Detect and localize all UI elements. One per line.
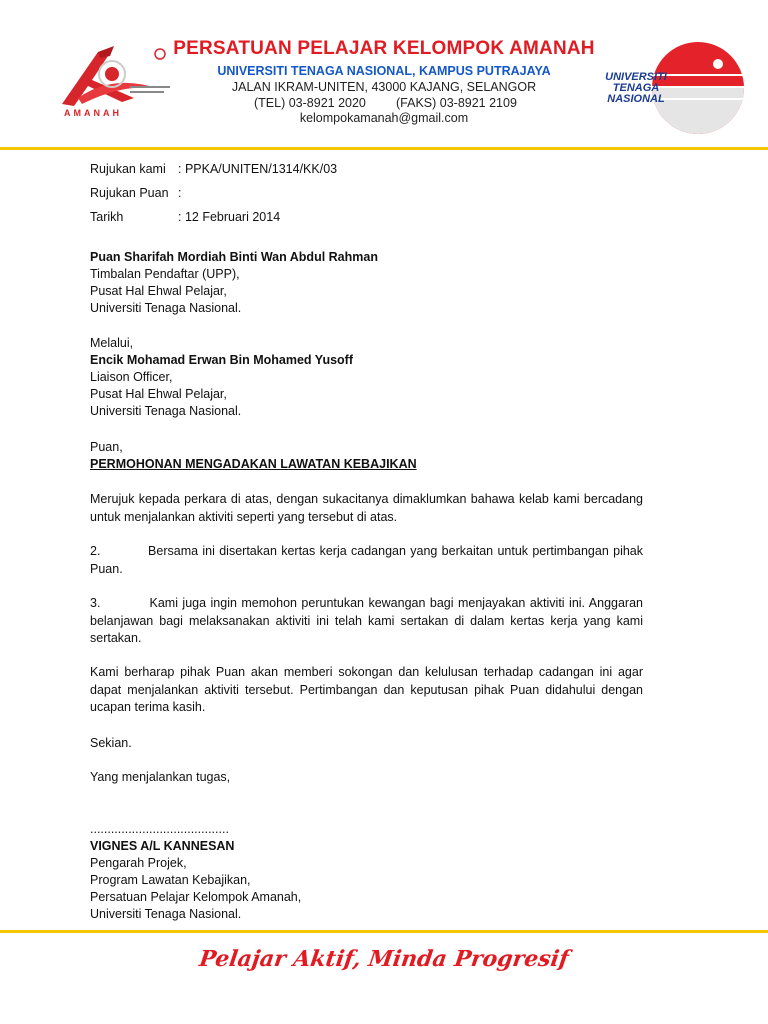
- ref-label-kami: Rujukan kami: [90, 162, 166, 176]
- university-name: UNIVERSITI TENAGA NASIONAL, KAMPUS PUTRAJAYA: [217, 64, 551, 78]
- fax-number: (FAKS) 03-8921 2109: [396, 96, 517, 110]
- paragraph-intro: Merujuk kepada perkara di atas, dengan sukacitanya dimaklumkan bahawa kelab kami bercadang untuk menjalankan aktiviti seperti yang tersebut di atas.: [90, 492, 643, 524]
- signatory-line: Program Lawatan Kebajikan,: [90, 873, 251, 887]
- phone-line: [254, 96, 554, 110]
- recipient-name: Puan Sharifah Mordiah Binti Wan Abdul Rahman: [90, 250, 378, 264]
- tel-number: (TEL) 03-8921 2020: [254, 96, 366, 110]
- email-address: kelompokamanah@gmail.com: [299, 111, 469, 125]
- signatory-name: VIGNES A/L KANNESAN: [90, 839, 235, 853]
- paragraph-2: 2. Bersama ini disertakan kertas kerja cadangan yang berkaitan untuk pertimbangan pihak Puan.: [90, 544, 643, 576]
- address: JALAN IKRAM-UNITEN, 43000 KAJANG, SELANGOR: [231, 80, 537, 94]
- salutation: Puan,: [90, 440, 123, 454]
- via-line: Universiti Tenaga Nasional.: [90, 404, 242, 418]
- date-label: Tarikh: [90, 210, 124, 224]
- via-line: Liaison Officer,: [90, 370, 173, 384]
- ref-label-puan: Rujukan Puan: [90, 186, 169, 200]
- footer-divider: [0, 930, 768, 933]
- date-value: : 12 Februari 2014: [178, 210, 281, 224]
- via-line: Pusat Hal Ehwal Pelajar,: [90, 387, 227, 401]
- signature-line: ........................................: [90, 822, 229, 836]
- subject-heading: PERMOHONAN MENGADAKAN LAWATAN KEBAJIKAN: [90, 457, 417, 471]
- via-name: Encik Mohamad Erwan Bin Mohamed Yusoff: [90, 353, 354, 367]
- amanah-logo-text: AMANAH: [64, 108, 122, 118]
- recipient-line: Pusat Hal Ehwal Pelajar,: [90, 284, 227, 298]
- ref-value-kami: : PPKA/UNITEN/1314/KK/03: [178, 162, 338, 176]
- signatory-line: Universiti Tenaga Nasional.: [90, 907, 242, 921]
- via-label: Melalui,: [90, 336, 134, 350]
- closing-tugas: Yang menjalankan tugas,: [90, 770, 231, 784]
- recipient-line: Timbalan Pendaftar (UPP),: [90, 267, 240, 281]
- organization-name: PERSATUAN PELAJAR KELOMPOK AMANAH: [173, 38, 595, 59]
- footer-slogan: Pelajar Aktif, Minda Progresif: [197, 946, 571, 972]
- header-divider: [0, 147, 768, 150]
- signatory-line: Pengarah Projek,: [90, 856, 187, 870]
- recipient-line: Universiti Tenaga Nasional.: [90, 301, 242, 315]
- ref-value-puan: :: [178, 186, 182, 200]
- uniten-logo-text: UNIVERSITI TENAGA NASIONAL: [605, 71, 667, 105]
- paragraph-4: Kami berharap pihak Puan akan memberi sokongan dan kelulusan terhadap cadangan ini agar dapat menjalankan aktiviti tersebut. Pertimbangan dan keputusan pihak Puan didahului dengan ucapan terima kasih.: [90, 665, 643, 714]
- paragraph-3: 3. Kami juga ingin memohon peruntukan kewangan bagi menjayakan aktiviti ini. Anggaran belanjawan bagi melaksanakan aktiviti ini telah kami sertakan di dalam kertas kerja yang kami sertakan.: [90, 596, 643, 645]
- signatory-line: Persatuan Pelajar Kelompok Amanah,: [90, 890, 302, 904]
- closing-sekian: Sekian.: [90, 736, 132, 750]
